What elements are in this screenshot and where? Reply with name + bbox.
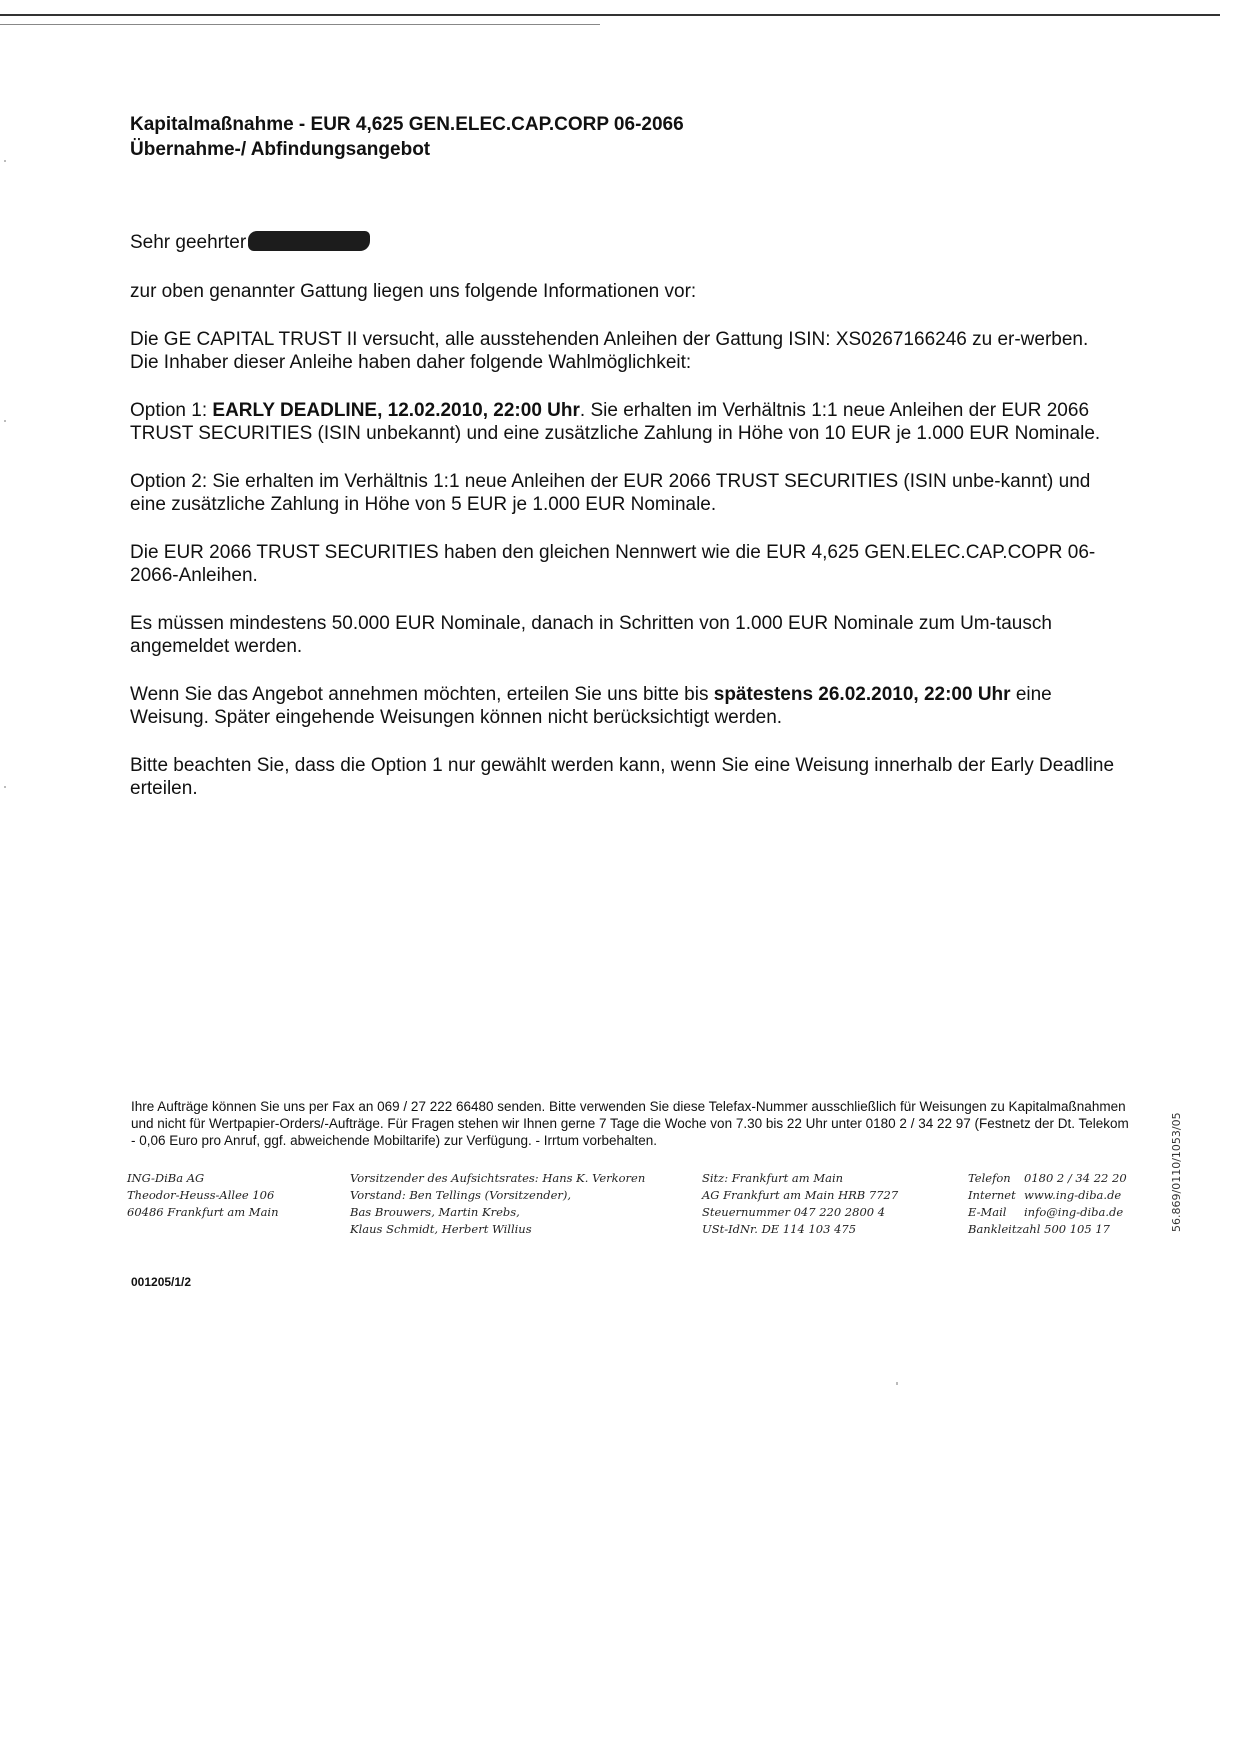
scan-speck (4, 160, 6, 162)
option-1-paragraph (130, 399, 1120, 446)
contact-label: Telefon (968, 1171, 1011, 1185)
salutation-text: Sehr geehrter (130, 232, 247, 253)
footer-contact-internet (968, 1187, 1127, 1204)
contact-label: Bankleitzahl (968, 1222, 1041, 1236)
side-form-code: 56.869/0110/1053/05 (1170, 1112, 1183, 1232)
footer-contact-blz (968, 1221, 1127, 1238)
footer-board-line: Bas Brouwers, Martin Krebs, (350, 1205, 520, 1219)
salutation (130, 230, 370, 255)
footer-registry-line: Steuernummer 047 220 2800 4 (702, 1205, 886, 1219)
scan-speck (4, 420, 6, 422)
weisung-text-post: eine Weisung. Später eingehende Weisungen können nicht berücksichtigt werden. (130, 683, 1052, 728)
footer-board-line: Vorstand: Ben Tellings (Vorsitzender), (350, 1188, 572, 1202)
footer-contact (968, 1170, 1127, 1238)
subject-line-1: Kapitalmaßnahme - EUR 4,625 GEN.ELEC.CAP.CORP 06-2066 (130, 114, 684, 135)
contact-value: 0180 2 / 34 22 20 (1024, 1171, 1127, 1185)
scan-speck (4, 786, 6, 788)
footer-contact-phone (968, 1170, 1127, 1187)
footer-company-city: 60486 Frankfurt am Main (127, 1205, 279, 1219)
footer-board-line: Klaus Schmidt, Herbert Willius (350, 1222, 532, 1236)
scan-edge-line (0, 14, 1220, 16)
footer-registry-line: AG Frankfurt am Main HRB 7727 (702, 1188, 899, 1202)
contact-value: info@ing-diba.de (1024, 1205, 1124, 1219)
footer-board-line: Vorsitzender des Aufsichtsrates: Hans K. Verkoren (350, 1171, 646, 1185)
footer-company (127, 1170, 279, 1221)
contact-value: 500 105 17 (1044, 1222, 1110, 1236)
minimum-paragraph: Es müssen mindestens 50.000 EUR Nominale, danach in Schritten von 1.000 EUR Nominale zum Um-tausch angemeldet werden. (130, 612, 1052, 657)
footer-board (350, 1170, 645, 1238)
offer-paragraph: Die GE CAPITAL TRUST II versucht, alle ausstehenden Anleihen der Gattung ISIN: XS0267166246 zu er-werben. Die Inhaber dieser Anleihe haben daher folgende Wahlmöglichkeit: (130, 328, 1089, 373)
subject (130, 112, 684, 162)
footer-registry-line: USt-IdNr. DE 114 103 475 (702, 1222, 857, 1236)
early-deadline: EARLY DEADLINE, 12.02.2010, 22:00 Uhr (212, 399, 580, 421)
scan-edge-line-secondary (0, 24, 600, 25)
footer-registry-line: Sitz: Frankfurt am Main (702, 1171, 844, 1185)
footer-registry (702, 1170, 898, 1238)
contact-label: E-Mail (968, 1205, 1007, 1219)
letter-body (130, 280, 1120, 825)
footer-company-street: Theodor-Heuss-Allee 106 (127, 1188, 275, 1202)
footer-company-name: ING-DiBa AG (127, 1171, 205, 1185)
weisung-text-pre: Wenn Sie das Angebot annehmen möchten, erteilen Sie uns bitte bis (130, 683, 714, 705)
option-1-note-paragraph: Bitte beachten Sie, dass die Option 1 nur gewählt werden kann, wenn Sie eine Weisung innerhalb der Early Deadline erteilen. (130, 754, 1115, 799)
intro-paragraph: zur oben genannter Gattung liegen uns folgende Informationen vor: (130, 281, 697, 302)
document-id: 001205/1/2 (131, 1275, 192, 1289)
option-1-label: Option 1: (130, 399, 213, 421)
option-2-paragraph: Option 2: Sie erhalten im Verhältnis 1:1 neue Anleihen der EUR 2066 TRUST SECURITIES (ISIN unbe-kannt) und eine zusätzliche Zahlung in Höhe von 5 EUR je 1.000 EUR Nominale. (130, 470, 1091, 515)
weisung-paragraph (130, 683, 1120, 730)
fax-note: Ihre Aufträge können Sie uns per Fax an 069 / 27 222 66480 senden. Bitte verwenden Sie diese Telefax-Nummer ausschließlich für Weisungen zu Kapitalmaßnahmen und nicht für Wertpapier-Orders/-Aufträge. Für Fragen stehen wir Ihnen gerne 7 Tage die Woche von 7.30 bis 22 Uhr unter 0180 2 / 34 22 97 (Festnetz der Dt. Telekom - 0,06 Euro pro Anruf, ggf. abweichende Mobiltarife) zur Verfügung. - Irrtum vorbehalten. (131, 1099, 1129, 1148)
final-deadline: spätestens 26.02.2010, 22:00 Uhr (713, 683, 1011, 705)
scan-speck (896, 1382, 898, 1385)
nennwert-paragraph: Die EUR 2066 TRUST SECURITIES haben den gleichen Nennwert wie die EUR 4,625 GEN.ELEC.CAP.COPR 06-2066-Anleihen. (130, 541, 1096, 586)
subject-line-2: Übernahme-/ Abfindungsangebot (130, 139, 431, 160)
contact-label: Internet (968, 1188, 1016, 1202)
redacted-name (248, 231, 370, 251)
footer-contact-email (968, 1204, 1127, 1221)
contact-value: www.ing-diba.de (1024, 1188, 1122, 1202)
option-1-text: . Sie erhalten im Verhältnis 1:1 neue Anleihen der EUR 2066 TRUST SECURITIES (ISIN unbekannt) und eine zusätzliche Zahlung in Höhe von 10 EUR je 1.000 EUR Nominale. (130, 399, 1101, 444)
